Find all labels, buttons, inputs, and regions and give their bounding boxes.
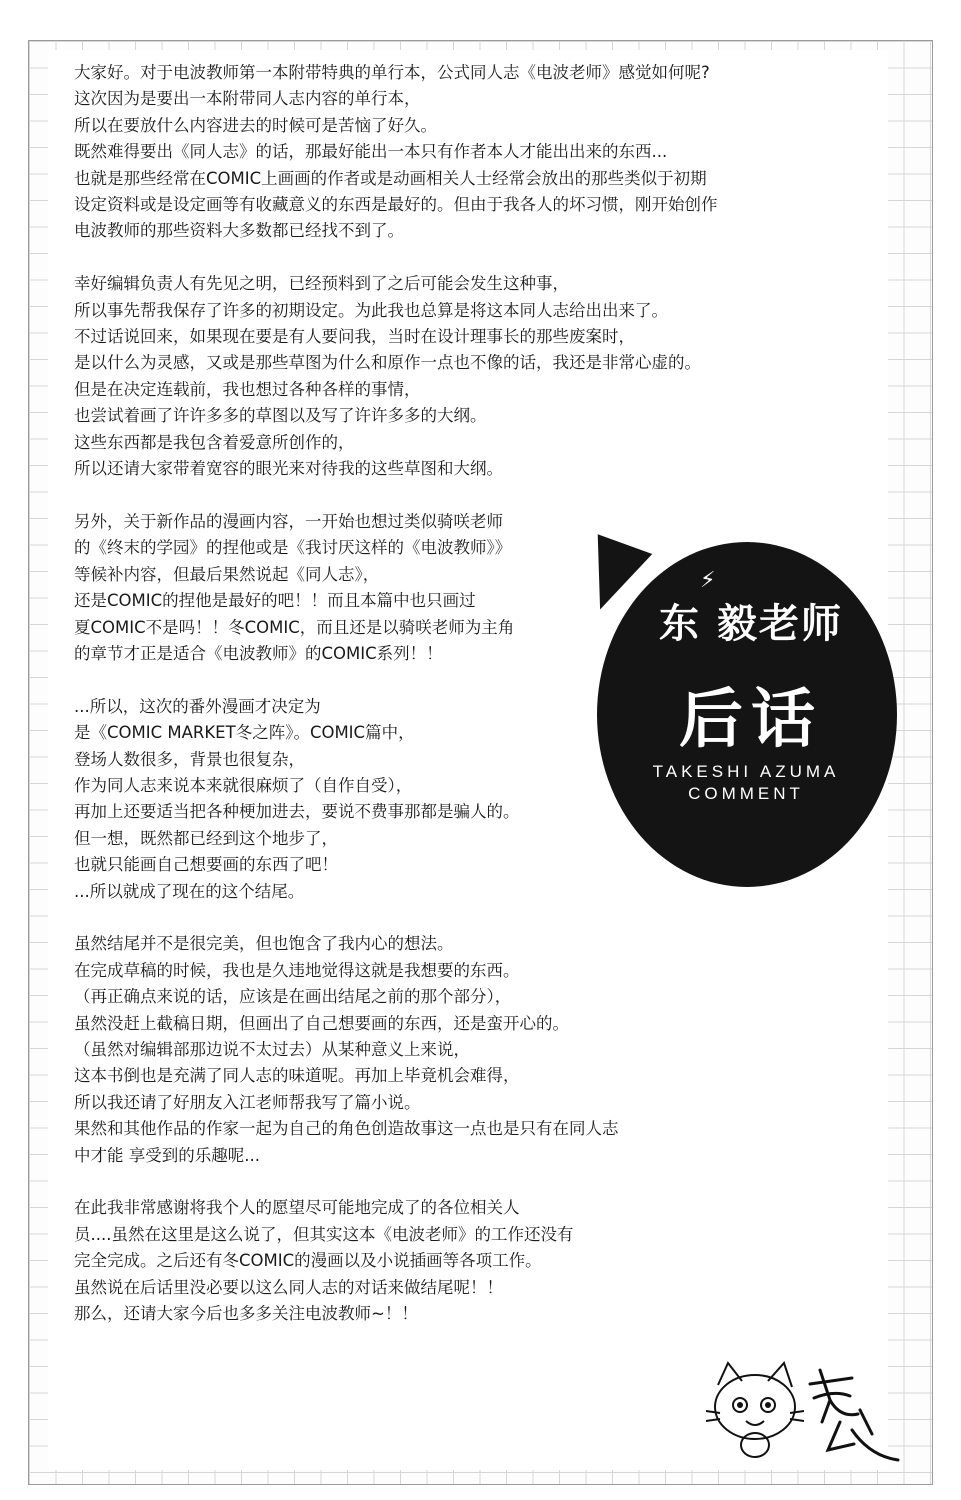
bubble-author-name: TAKESHI AZUMA — [652, 762, 840, 781]
text-line: （再正确点来说的话，应该是在画出结尾之前的那个部分）， — [74, 987, 512, 1007]
text-line: 既然难得要出《同人志》的话，那最好能出一本只有作者本人才能出出来的东西... — [74, 142, 668, 162]
text-line: 所以我还请了好朋友入江老师帮我写了篇小说。 — [74, 1092, 421, 1112]
text-line: 虽然说在后话里没必要以这么同人志的对话来做结尾呢！！ — [74, 1277, 503, 1297]
text-line: 中才能 享受到的乐趣呢... — [74, 1145, 260, 1165]
signature-icon — [800, 1360, 910, 1470]
text-line: 不过话说回来，如果现在要是有人要问我，当时在设计理事长的那些废案时， — [74, 327, 635, 347]
text-line: 是以什么为灵感，又或是那些草图为什么和原作一点也不像的话，我还是非常心虚的。 — [74, 353, 701, 373]
text-line: 完全完成。之后还有冬COMIC的漫画以及小说插画等各项工作。 — [74, 1251, 542, 1271]
text-line: 虽然没赶上截稿日期，但画出了自己想要画的东西，还是蛮开心的。 — [74, 1013, 569, 1033]
text-line: 也就是那些经常在COMIC上画画的作者或是动画相关人士经常会放出的那些类似于初期 — [74, 168, 707, 188]
text-line: 所以还请大家带着宽容的眼光来对待我的这些草图和大纲。 — [74, 459, 503, 479]
text-line: 还是COMIC的捏他是最好的吧！！而且本篇中也只画过 — [74, 591, 476, 611]
text-line: 的章节才正是适合《电波教师》的COMIC系列！！ — [74, 643, 443, 663]
text-line: 是《COMIC MARKET冬之阵》。COMIC篇中， — [74, 723, 415, 743]
text-line: 作为同人志来说本来就很麻烦了（自作自受）， — [74, 775, 413, 795]
cat-mascot-icon — [700, 1355, 810, 1465]
text-line: 也就只能画自己想要画的东西了吧！ — [74, 855, 338, 875]
text-line: 登场人数很多，背景也很复杂， — [74, 749, 305, 769]
text-line: 幸好编辑负责人有先见之明，已经预料到了之后可能会发生这种事， — [74, 274, 569, 294]
text-line: 所以在要放什么内容进去的时候可是苦恼了好久。 — [74, 115, 437, 135]
text-line: 的《终末的学园》的捏他或是《我讨厌这样的《电波教师》》 — [74, 538, 512, 558]
text-line: ...所以，这次的番外漫画才决定为 — [74, 696, 321, 716]
paragraph-5 — [74, 931, 834, 1169]
text-line: 再加上还要适当把各种梗加进去，要说不费事那都是骗人的。 — [74, 802, 520, 822]
text-line: 这本书倒也是充满了同人志的味道呢。再加上毕竟机会难得， — [74, 1066, 520, 1086]
text-line: ...所以就成了现在的这个结尾。 — [74, 881, 305, 901]
text-line: 这些东西都是我包含着爱意所创作的， — [74, 432, 355, 452]
text-line: 所以事先帮我保存了许多的初期设定。为此我也总算是将这本同人志给出出来了。 — [74, 300, 668, 320]
paragraph-2 — [74, 271, 834, 482]
text-line: 果然和其他作品的作家一起为自己的角色创造故事这一点也是只有在同人志 — [74, 1119, 619, 1139]
lightning-icon: ⚡ — [700, 568, 716, 593]
bubble-comment-label: COMMENT — [688, 784, 804, 803]
paragraph-6 — [74, 1195, 834, 1327]
text-line: 虽然结尾并不是很完美，但也饱含了我内心的想法。 — [74, 934, 454, 954]
bubble-subtitle: 后话 — [679, 683, 823, 757]
text-line: 另外，关于新作品的漫画内容，一开始也想过类似骑咲老师 — [74, 511, 503, 531]
text-line: 夏COMIC不是吗！！冬COMIC，而且还是以骑咲老师为主角 — [74, 617, 515, 637]
paragraph-1 — [74, 60, 834, 245]
text-line: 大家好。对于电波教师第一本附带特典的单行本，公式同人志《电波老师》感觉如何呢? — [74, 63, 710, 82]
text-line: 这次因为是要出一本附带同人志内容的单行本， — [74, 89, 421, 109]
text-line: 在完成草稿的时候，我也是久违地觉得这就是我想要的东西。 — [74, 960, 520, 980]
bubble-title: 东 毅老师 — [659, 601, 843, 647]
text-line: 但是在决定连载前，我也想过各种各样的事情， — [74, 379, 421, 399]
text-line: 员....虽然在这里是这么说了，但其实这本《电波老师》的工作还没有 — [74, 1224, 574, 1244]
text-line: 电波教师的那些资料大多数都已经找不到了。 — [74, 221, 404, 241]
text-line: （虽然对编辑部那边说不太过去）从某种意义上来说， — [74, 1039, 470, 1059]
text-line: 也尝试着画了许许多多的草图以及写了许许多多的大纲。 — [74, 406, 487, 426]
text-line: 等候补内容，但最后果然说起《同人志》， — [74, 564, 380, 584]
text-line: 那么，还请大家今后也多多关注电波教师~！！ — [74, 1304, 418, 1324]
text-line: 但一想，既然都已经到这个地步了， — [74, 828, 338, 848]
text-line: 设定资料或是设定画等有收藏意义的东西是最好的。但由于我各人的坏习惯，刚开始创作 — [74, 195, 718, 215]
text-line: 在此我非常感谢将我个人的愿望尽可能地完成了的各位相关人 — [74, 1198, 520, 1218]
